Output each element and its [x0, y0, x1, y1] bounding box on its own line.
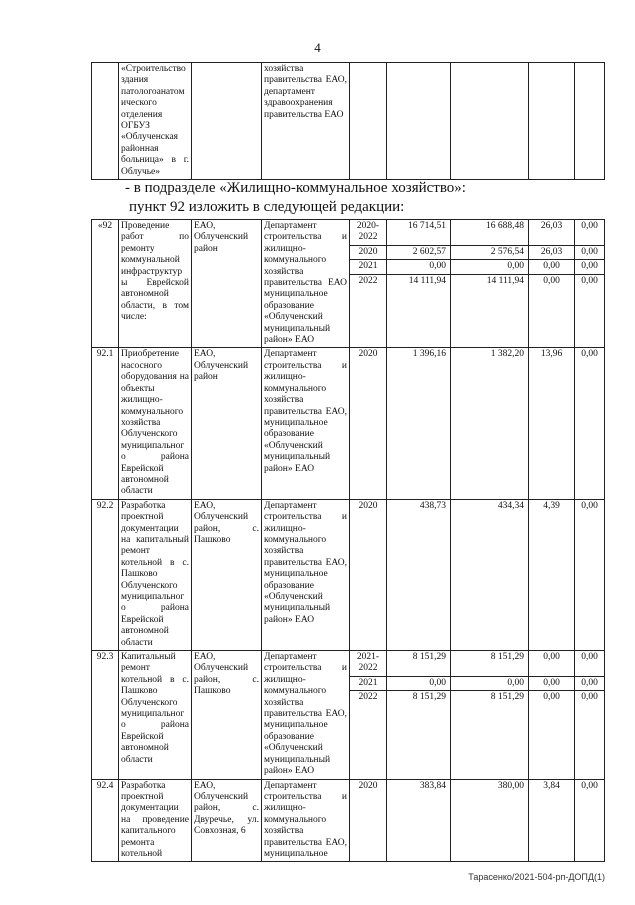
table-row	[92, 779, 605, 862]
continuation-num-cell	[92, 63, 119, 180]
row-number: «92	[92, 220, 119, 348]
row-regional: 26,03	[529, 220, 574, 246]
row-year: 2021-2022	[350, 651, 386, 677]
row-total-cell	[387, 779, 451, 862]
row-year-cell	[350, 499, 387, 650]
row-other: 0,00	[575, 677, 604, 691]
row-number: 92.3	[92, 651, 119, 779]
row-federal-cell	[451, 779, 529, 862]
continuation-executor: хозяйства правительства ЕАО, департамент здравоохранения правительства ЕАО	[262, 63, 350, 180]
row-federal: 0,00	[451, 260, 528, 274]
row-number: 92.4	[92, 779, 119, 862]
row-federal-cell	[451, 348, 529, 499]
row-regional: 0,00	[529, 260, 574, 274]
row-place: ЕАО, Облученский район	[192, 348, 262, 499]
row-total: 2 602,57	[387, 246, 450, 260]
continuation-year-cell	[350, 63, 387, 180]
page-number: 4	[314, 40, 321, 55]
row-total: 383,84	[419, 780, 446, 791]
row-total: 8 151,29	[412, 692, 446, 703]
row-regional: 0,00	[543, 275, 560, 286]
row-year: 2020	[350, 246, 386, 260]
row-year-cell	[350, 779, 387, 862]
row-total-cell	[387, 348, 451, 499]
instruction-line: - в подразделе «Жилищно-коммунальное хозяйство»:	[125, 180, 466, 196]
row-executor: Департамент строительства и жилищно-коммунального хозяйства правительства ЕАО, муниципальное образование «Облученский муниципальный район» ЕАО	[262, 651, 350, 779]
row-year: 2020	[358, 500, 378, 511]
row-place: ЕАО, Облученский район, с. Пашково	[192, 651, 262, 779]
row-regional: 4,39	[543, 500, 560, 511]
row-regional: 0,00	[529, 651, 574, 677]
row-total: 8 151,29	[387, 651, 450, 677]
row-other-cell	[575, 348, 605, 499]
row-name: Разработка проектной документации на капитальный ремонт котельной в с. Пашково Облученского муниципальног о района Еврейской автономной области	[119, 499, 192, 650]
row-regional-cell	[529, 220, 575, 348]
row-other: 0,00	[575, 246, 604, 260]
row-number: 92.2	[92, 499, 119, 650]
instruction-line: пункт 92 изложить в следующей редакции:	[129, 199, 405, 215]
row-name: Приобретение насосного оборудования на объекты жилищно-коммунального хозяйства Облученского муниципальног о района Еврейской автономной области	[119, 348, 192, 499]
row-year: 2022	[358, 692, 378, 703]
row-name: Разработка проектной документации на проведение капитального ремонта котельной	[119, 779, 192, 862]
continuation-value-cell	[451, 63, 529, 180]
row-other: 0,00	[581, 500, 598, 511]
row-year-cell	[350, 651, 387, 779]
row-place: ЕАО, Облученский район	[192, 220, 262, 348]
row-federal-cell	[451, 651, 529, 779]
row-regional-cell	[529, 651, 575, 779]
row-federal-cell	[451, 499, 529, 650]
row-year: 2020	[358, 780, 378, 791]
table-row	[92, 220, 605, 348]
row-regional: 3,84	[543, 780, 560, 791]
row-federal: 434,34	[497, 500, 524, 511]
continuation-value-cell	[387, 63, 451, 180]
row-regional: 0,00	[529, 677, 574, 691]
row-other: 0,00	[581, 692, 598, 703]
row-federal: 14 111,94	[486, 275, 524, 286]
row-other: 0,00	[575, 651, 604, 677]
row-place: ЕАО, Облученский район, с. Двуречье, ул. Совхозная, 6	[192, 779, 262, 862]
row-other-cell	[575, 779, 605, 862]
row-other-cell	[575, 651, 605, 779]
document-footer: Тарасенко/2021-504-рп-ДОПД(1)	[468, 872, 605, 882]
continuation-object-name: «Строительство здания патологоанатом ического отделения ОГБУЗ «Облученская районная больница» в г. Облучье»	[119, 63, 192, 180]
row-federal: 380,00	[497, 780, 524, 791]
row-other-cell	[575, 220, 605, 348]
row-other: 0,00	[575, 220, 604, 246]
row-regional-cell	[529, 779, 575, 862]
row-year: 2022	[358, 275, 378, 286]
row-number: 92.1	[92, 348, 119, 499]
row-total: 0,00	[387, 260, 450, 274]
row-year: 2021	[350, 677, 386, 691]
row-total-cell	[387, 651, 451, 779]
row-federal-cell	[451, 220, 529, 348]
row-total-cell	[387, 220, 451, 348]
row-other-cell	[575, 499, 605, 650]
row-other: 0,00	[581, 349, 598, 360]
row-total: 438,73	[419, 500, 446, 511]
continuation-place-cell	[192, 63, 262, 180]
row-executor: Департамент строительства и жилищно-коммунального хозяйства правительства ЕАО, муниципальное	[262, 779, 350, 862]
row-total: 14 111,94	[408, 275, 446, 286]
row-year: 2020-2022	[350, 220, 386, 246]
row-regional: 26,03	[529, 246, 574, 260]
row-federal: 8 151,29	[490, 692, 524, 703]
row-year-cell	[350, 220, 387, 348]
row-total: 0,00	[387, 677, 450, 691]
row-name: Капитальный ремонт котельной в с. Пашково Облученского муниципальног о района Еврейской автономной области	[119, 651, 192, 779]
table-row	[92, 499, 605, 650]
row-regional: 0,00	[543, 692, 560, 703]
table-row	[92, 651, 605, 779]
row-year-cell	[350, 348, 387, 499]
row-other: 0,00	[581, 275, 598, 286]
row-federal: 1 382,20	[490, 349, 524, 360]
row-year: 2021	[350, 260, 386, 274]
table-row	[92, 348, 605, 499]
row-total-cell	[387, 499, 451, 650]
row-federal: 0,00	[451, 677, 528, 691]
row-other: 0,00	[575, 260, 604, 274]
row-place: ЕАО, Облученский район, с. Пашково	[192, 499, 262, 650]
continuation-value-cell	[575, 63, 605, 180]
continuation-value-cell	[529, 63, 575, 180]
row-executor: Департамент строительства и жилищно-коммунального хозяйства правительства ЕАО, муниципальное образование «Облученский муниципальный район» ЕАО	[262, 499, 350, 650]
row-regional-cell	[529, 499, 575, 650]
continuation-table	[91, 62, 605, 180]
row-regional: 13,96	[540, 349, 563, 360]
row-federal: 8 151,29	[451, 651, 528, 677]
row-year: 2020	[358, 349, 378, 360]
row-executor: Департамент строительства и жилищно-коммунального хозяйства правительства ЕАО муниципальное образование «Облученский муниципальный район» ЕАО	[262, 220, 350, 348]
row-total: 16 714,51	[387, 220, 450, 246]
row-executor: Департамент строительства и жилищно-коммунального хозяйства правительства ЕАО, муниципальное образование «Облученский муниципальный район» ЕАО	[262, 348, 350, 499]
row-federal: 16 688,48	[451, 220, 528, 246]
row-total: 1 396,16	[412, 349, 446, 360]
row-name: Проведение работ по ремонту коммунальной инфраструктур ы Еврейской автономной области, в том числе:	[119, 220, 192, 348]
row-other: 0,00	[581, 780, 598, 791]
row-regional-cell	[529, 348, 575, 499]
row-federal: 2 576,54	[451, 246, 528, 260]
program-table	[91, 219, 605, 862]
